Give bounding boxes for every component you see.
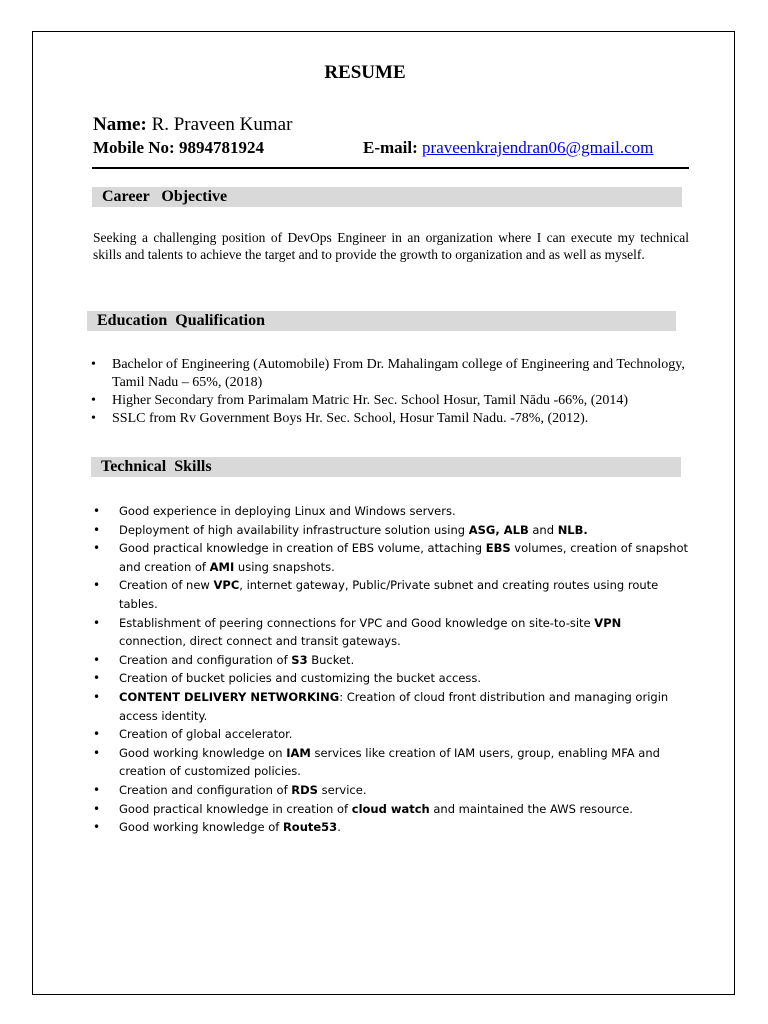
education-item <box>91 392 702 410</box>
education-item-text: Bachelor of Engineering (Automobile) From Dr. Mahalingam college of Engineering and Technology, Tamil Nadu – 65%, (2018) <box>112 357 685 390</box>
technical-skill-item <box>93 576 689 613</box>
skill-keyword: VPC <box>213 578 240 593</box>
skill-keyword: ASG, ALB <box>468 522 529 537</box>
bullet-icon: • <box>93 801 101 816</box>
technical-skill-item <box>93 744 689 781</box>
mobile-value: 9894781924 <box>178 138 264 157</box>
bullet-icon: • <box>93 727 101 742</box>
bullet-icon: • <box>93 615 101 630</box>
skill-text: using snapshots. <box>234 559 335 574</box>
skill-keyword: EBS <box>485 541 511 556</box>
bullet-icon: • <box>93 504 101 518</box>
skill-keyword: CONTENT DELIVERY NETWORKING <box>119 689 340 704</box>
bullet-icon: • <box>91 357 96 372</box>
bullet-icon: • <box>93 541 101 556</box>
skill-keyword: VPN <box>594 615 622 630</box>
technical-skills-heading: Technical Skills <box>91 457 681 477</box>
skill-keyword: cloud watch <box>351 801 430 816</box>
skill-text: Creation of bucket policies and customizing the bucket access. <box>119 671 482 686</box>
skill-text: . <box>337 820 341 835</box>
bullet-icon: • <box>91 411 96 426</box>
skill-keyword: NLB. <box>557 522 588 537</box>
technical-skill-item <box>93 614 689 651</box>
email-line <box>363 138 653 158</box>
page-title: RESUME <box>324 62 406 83</box>
technical-skills-list <box>93 502 689 837</box>
skill-text: Good working knowledge on <box>119 745 287 760</box>
email-link[interactable]: praveenkrajendran06@gmail.com <box>422 138 654 157</box>
bullet-icon: • <box>93 671 101 686</box>
skill-text: connection, direct connect and transit gateways. <box>119 634 401 649</box>
technical-skill-item <box>93 725 689 744</box>
email-label: E-mail: <box>363 138 418 157</box>
skill-text: and <box>528 522 558 537</box>
skill-text: Bucket. <box>307 652 355 667</box>
skill-keyword: IAM <box>286 745 311 760</box>
bullet-icon: • <box>93 820 101 835</box>
skill-text: Establishment of peering connections for VPC and Good knowledge on site-to-site <box>119 615 595 630</box>
mobile-label: Mobile No: <box>93 138 175 157</box>
education-list <box>91 356 702 428</box>
skill-text: service. <box>317 782 367 797</box>
skill-text: Creation of global accelerator. <box>119 727 293 742</box>
technical-skill-item <box>93 502 689 521</box>
education-item-text: Higher Secondary from Parimalam Matric Hr. Sec. School Hosur, Tamil Nādu -66%, (2014) <box>112 393 629 408</box>
skill-text: Creation and configuration of <box>119 782 292 797</box>
technical-skill-item <box>93 800 689 819</box>
bullet-icon: • <box>93 522 101 537</box>
technical-skill-item <box>93 669 689 688</box>
skill-text: Good practical knowledge in creation of <box>119 801 352 816</box>
skill-keyword: AMI <box>209 559 235 574</box>
bullet-icon: • <box>93 652 101 667</box>
bullet-icon: • <box>93 578 101 593</box>
bullet-icon: • <box>91 393 96 408</box>
name-line <box>93 114 292 136</box>
bullet-icon: • <box>93 689 101 704</box>
header-divider <box>92 167 689 169</box>
education-item-text: SSLC from Rv Government Boys Hr. Sec. School, Hosur Tamil Nadu. -78%, (2012). <box>112 411 589 426</box>
skill-text: volumes, creation of snapshot and creation of <box>119 541 688 574</box>
skill-keyword: S3 <box>291 652 308 667</box>
technical-skill-item <box>93 781 689 800</box>
skill-text: Deployment of high availability infrastructure solution using <box>119 522 469 537</box>
mobile-line <box>93 138 264 158</box>
skill-keyword: RDS <box>291 782 318 797</box>
bullet-icon: • <box>93 745 101 760</box>
education-item <box>91 410 702 428</box>
skill-text: Good practical knowledge in creation of EBS volume, attaching <box>119 541 486 556</box>
skill-text: , internet gateway, Public/Private subnet and creating routes using route tables. <box>119 578 659 611</box>
skill-text: services like creation of IAM users, group, enabling MFA and creation of customized policies. <box>119 745 660 779</box>
career-objective-text: Seeking a challenging position of DevOps Engineer in an organization where I can execute my technical skills and talents to achieve the target and to provide the growth to organization and as well as myself. <box>93 230 689 262</box>
skill-text: and maintained the AWS resource. <box>429 801 633 816</box>
skill-text: Good working knowledge of <box>119 820 283 835</box>
technical-skill-item <box>93 539 689 576</box>
technical-skill-item <box>93 818 689 837</box>
bullet-icon: • <box>93 782 101 797</box>
skill-text: Creation of new <box>119 578 214 593</box>
skill-text: : Creation of cloud front distribution and managing origin access identity. <box>119 689 669 723</box>
name-label: Name: <box>93 114 147 135</box>
name-value: R. Praveen Kumar <box>151 114 293 135</box>
skill-keyword: Route53 <box>282 820 338 835</box>
education-heading: Education Qualification <box>87 311 676 331</box>
technical-skill-item <box>93 521 689 540</box>
skill-text: Good experience in deploying Linux and Windows servers. <box>119 504 456 518</box>
skill-text: Creation and configuration of <box>119 652 292 667</box>
technical-skill-item <box>93 688 689 725</box>
career-objective-heading: Career Objective <box>92 187 682 207</box>
technical-skill-item <box>93 651 689 670</box>
education-item <box>91 356 702 392</box>
